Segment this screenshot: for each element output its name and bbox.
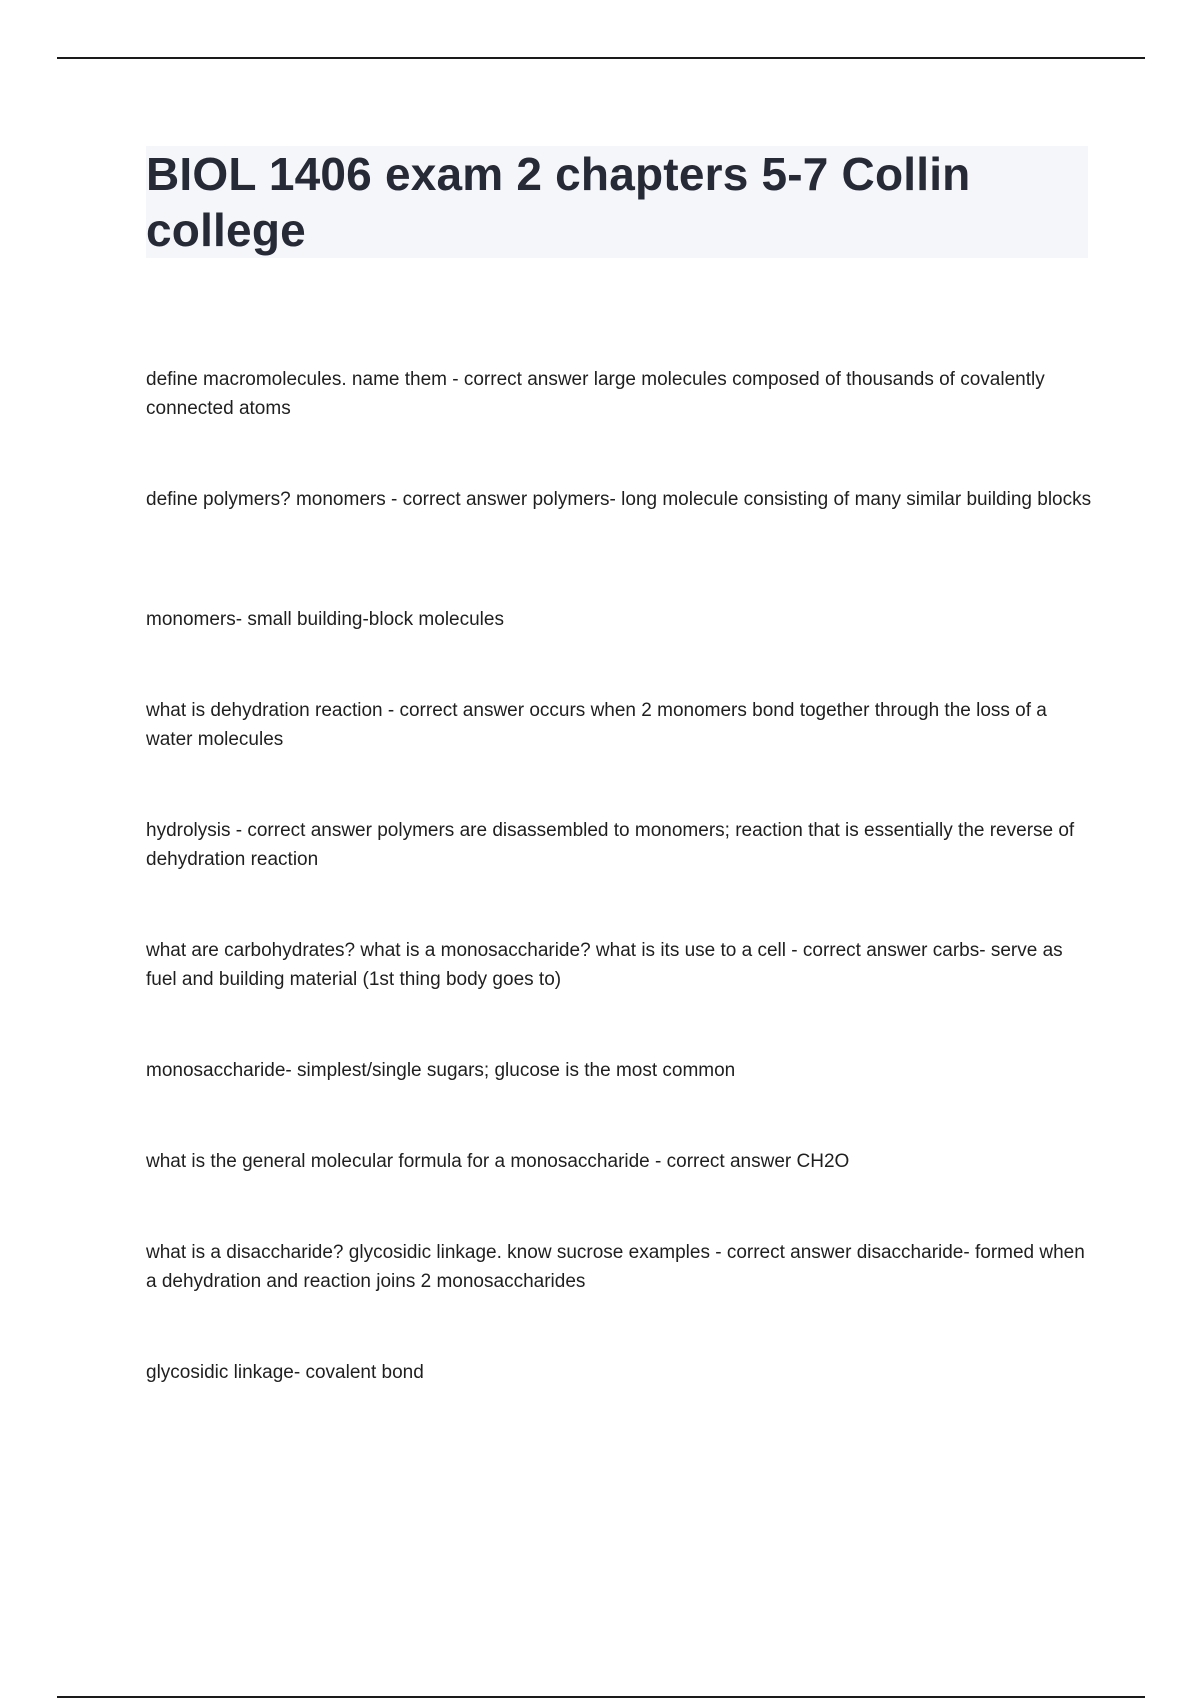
qa-entry: hydrolysis - correct answer polymers are disassembled to monomers; reaction that is essentially the reverse of dehydration reaction [146,820,1075,870]
bottom-divider [57,1696,1145,1698]
qa-entry: monosaccharide- simplest/single sugars; glucose is the most common [146,1060,736,1081]
qa-entry: what is the general molecular formula for a monosaccharide - correct answer CH2O [146,1151,850,1172]
qa-entry: define macromolecules. name them - correct answer large molecules composed of thousands of covalently connected atoms [146,369,1045,419]
qa-entry: monomers- small building-block molecules [146,609,504,630]
document-title: BIOL 1406 exam 2 chapters 5-7 Collin college [146,148,971,256]
qa-entry: glycosidic linkage- covalent bond [146,1362,424,1383]
qa-entry: what is a disaccharide? glycosidic linkage. know sucrose examples - correct answer disaccharide- formed when a dehydration and reaction joins 2 monosaccharides [146,1242,1085,1292]
qa-entry: define polymers? monomers - correct answer polymers- long molecule consisting of many similar building blocks [146,489,1092,510]
title-banner [146,146,1088,258]
top-divider [57,57,1145,59]
qa-entry: what are carbohydrates? what is a monosaccharide? what is its use to a cell - correct answer carbs- serve as fuel and building material (1st thing body goes to) [146,940,1063,990]
qa-entry: what is dehydration reaction - correct answer occurs when 2 monomers bond together through the loss of a water molecules [146,700,1047,750]
